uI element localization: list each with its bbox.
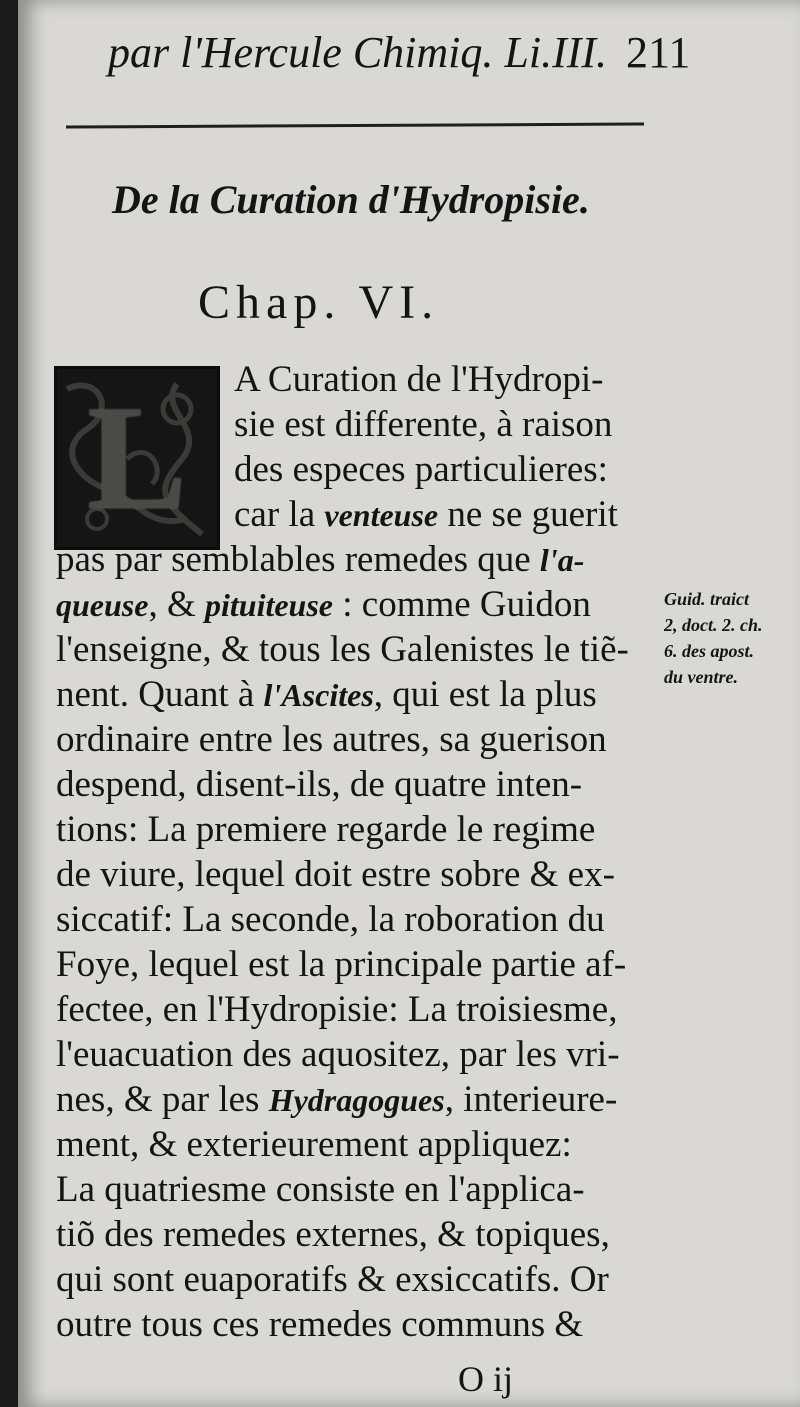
running-head-title: par l'Hercule Chimiq. Li.III. xyxy=(108,28,608,77)
marginal-note-line: Guid. traict xyxy=(664,589,750,609)
text-line-6: queuse, & pituiteuse : comme Guidon xyxy=(56,584,591,625)
marginal-note xyxy=(664,586,800,690)
marginal-note-line: 6. des apost. xyxy=(664,641,754,661)
text-line-19: La quatriesme consiste en l'applica- xyxy=(56,1169,585,1210)
text-line-13: siccatif: La seconde, la roboration du xyxy=(56,899,605,940)
chapter-title: De la Curation d'Hydropisie. xyxy=(112,177,590,222)
text-line-12: de viure, lequel doit estre sobre & ex- xyxy=(56,854,615,895)
book-page xyxy=(18,0,800,1407)
decorated-initial xyxy=(54,366,220,550)
text-line-2: sie est differente, à raison xyxy=(234,404,613,445)
text-line-9: ordinaire entre les autres, sa guerison xyxy=(56,719,607,760)
text-line-5: pas par semblables remedes que l'a- xyxy=(56,539,585,580)
text-line-15: fectee, en l'Hydropisie: La troisiesme, xyxy=(56,989,618,1030)
text-line-22: outre tous ces remedes communs & xyxy=(56,1304,584,1345)
text-line-3: des especes particulieres: xyxy=(234,449,608,490)
running-head xyxy=(108,28,708,78)
text-line-21: qui sont euaporatifs & exsiccatifs. Or xyxy=(56,1259,609,1300)
text-line-16: l'euacuation des aquositez, par les vri- xyxy=(56,1034,620,1075)
text-line-17: nes, & par les Hydragogues, interieure- xyxy=(56,1079,618,1120)
text-line-20: tiõ des remedes externes, & topiques, xyxy=(56,1214,610,1255)
text-line-18: ment, & exterieurement appliquez: xyxy=(56,1124,572,1165)
text-line-8: nent. Quant à l'Ascites, qui est la plus xyxy=(56,674,597,715)
chapter-number: Chap. VI. xyxy=(198,276,440,329)
text-line-11: tions: La premiere regarde le regime xyxy=(56,809,596,850)
text-line-10: despend, disent-ils, de quatre inten- xyxy=(56,764,583,805)
header-rule xyxy=(66,122,644,128)
text-line-4: car la venteuse ne se guerit xyxy=(234,494,618,535)
signature-mark: O ij xyxy=(458,1359,514,1399)
marginal-note-line: 2, doct. 2. ch. xyxy=(664,615,763,635)
text-line-14: Foye, lequel est la principale partie af- xyxy=(56,944,627,985)
text-line-1: A Curation de l'Hydropi- xyxy=(234,359,604,400)
initial-letter: L xyxy=(86,375,188,541)
text-line-7: l'enseigne, & tous les Galenistes le tiẽ- xyxy=(56,629,629,670)
page-number: 211 xyxy=(626,28,691,77)
marginal-note-line: du ventre. xyxy=(664,667,738,687)
